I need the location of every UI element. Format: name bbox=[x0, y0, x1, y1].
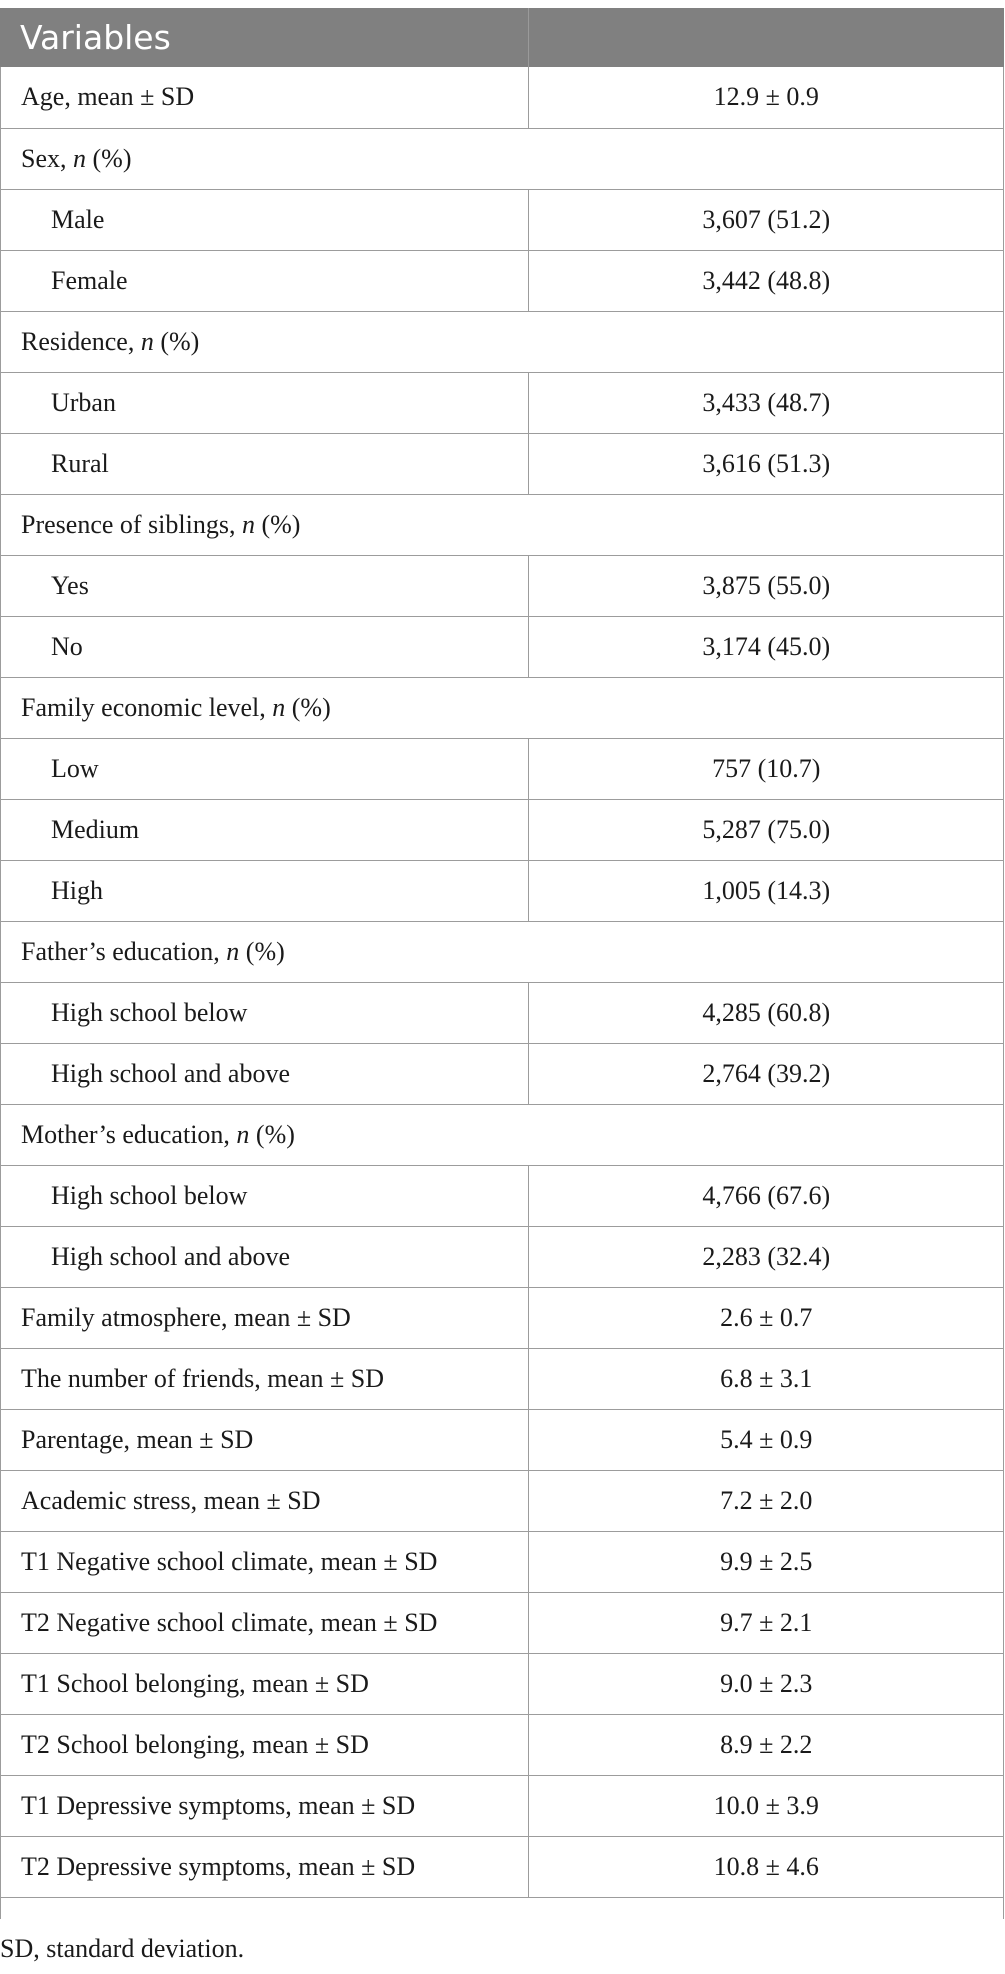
row-label: High school below bbox=[51, 1180, 248, 1210]
row-label: Low bbox=[51, 753, 99, 783]
table-row bbox=[0, 1653, 1004, 1714]
row-label: Yes bbox=[51, 570, 89, 600]
table-row bbox=[0, 372, 1004, 433]
row-label-part: n bbox=[236, 1119, 250, 1149]
row-value: 2,764 (39.2) bbox=[528, 1043, 1004, 1104]
table-row bbox=[0, 982, 1004, 1043]
table-row bbox=[0, 616, 1004, 677]
row-label: T2 Negative school climate, mean ± SD bbox=[21, 1607, 438, 1637]
table-row bbox=[0, 860, 1004, 921]
row-label: Academic stress, mean ± SD bbox=[21, 1485, 321, 1515]
table-row bbox=[0, 1348, 1004, 1409]
row-label: High school and above bbox=[51, 1058, 291, 1088]
table-row bbox=[0, 250, 1004, 311]
row-value: 3,174 (45.0) bbox=[528, 616, 1004, 677]
row-label-part: n bbox=[272, 692, 286, 722]
table-header-row bbox=[0, 8, 1004, 67]
row-label-part: Presence of siblings, bbox=[21, 509, 242, 539]
row-value: 7.2 ± 2.0 bbox=[528, 1470, 1004, 1531]
row-value: 4,766 (67.6) bbox=[528, 1165, 1004, 1226]
table-row bbox=[0, 921, 1004, 982]
table-row bbox=[0, 1287, 1004, 1348]
row-label: Male bbox=[51, 204, 105, 234]
table-row bbox=[0, 1531, 1004, 1592]
row-label: Medium bbox=[51, 814, 140, 844]
row-value: 9.0 ± 2.3 bbox=[528, 1653, 1004, 1714]
row-value: 3,442 (48.8) bbox=[528, 250, 1004, 311]
row-label-part: (%) bbox=[254, 509, 301, 539]
row-label-part: Residence, bbox=[21, 326, 141, 356]
row-label: No bbox=[51, 631, 83, 661]
row-label-part: n bbox=[73, 143, 86, 173]
row-label: Family atmosphere, mean ± SD bbox=[21, 1302, 351, 1332]
row-label-part: n bbox=[241, 509, 255, 539]
table-row bbox=[0, 1836, 1004, 1897]
table-row bbox=[0, 311, 1004, 372]
row-label-part: Father’s education, bbox=[21, 936, 227, 966]
table-row bbox=[0, 555, 1004, 616]
table-row bbox=[0, 1592, 1004, 1653]
row-label bbox=[0, 494, 1004, 555]
row-value: 9.7 ± 2.1 bbox=[528, 1592, 1004, 1653]
row-label-part: (%) bbox=[239, 936, 285, 966]
table-row bbox=[0, 738, 1004, 799]
row-label: Urban bbox=[51, 387, 116, 417]
row-label bbox=[0, 311, 1004, 372]
table-row bbox=[0, 1714, 1004, 1775]
row-value: 5,287 (75.0) bbox=[528, 799, 1004, 860]
row-label: Female bbox=[51, 265, 128, 295]
row-label-part: Family economic level, bbox=[21, 692, 273, 722]
table-row bbox=[0, 1226, 1004, 1287]
row-label bbox=[0, 1104, 1004, 1165]
row-value: 3,433 (48.7) bbox=[528, 372, 1004, 433]
row-label-part: n bbox=[226, 936, 240, 966]
table-body bbox=[0, 67, 1004, 1897]
row-label-part: (%) bbox=[153, 326, 200, 356]
row-value: 3,875 (55.0) bbox=[528, 555, 1004, 616]
table-row bbox=[0, 1775, 1004, 1836]
row-label: Parentage, mean ± SD bbox=[21, 1424, 254, 1454]
table-row bbox=[0, 67, 1004, 128]
characteristics-table-container bbox=[0, 8, 1004, 1898]
row-label: T2 School belonging, mean ± SD bbox=[21, 1729, 369, 1759]
table-row bbox=[0, 1104, 1004, 1165]
row-label: High school below bbox=[51, 997, 248, 1027]
row-label: High bbox=[51, 875, 103, 905]
row-label-part: n bbox=[140, 326, 154, 356]
row-label: Age, mean ± SD bbox=[21, 82, 195, 112]
table-row bbox=[0, 1470, 1004, 1531]
header-value bbox=[528, 8, 1004, 67]
table-row bbox=[0, 128, 1004, 189]
table-row bbox=[0, 1409, 1004, 1470]
row-value: 3,616 (51.3) bbox=[528, 433, 1004, 494]
row-label: T1 Depressive symptoms, mean ± SD bbox=[21, 1790, 416, 1820]
table-footnote: SD, standard deviation. bbox=[0, 1934, 245, 1963]
table-row bbox=[0, 1043, 1004, 1104]
row-value: 9.9 ± 2.5 bbox=[528, 1531, 1004, 1592]
row-label: Rural bbox=[51, 448, 109, 478]
row-label-part: Mother’s education, bbox=[21, 1119, 237, 1149]
characteristics-table bbox=[0, 8, 1004, 1898]
table-row bbox=[0, 799, 1004, 860]
table-row bbox=[0, 189, 1004, 250]
row-value: 1,005 (14.3) bbox=[528, 860, 1004, 921]
row-label-part: (%) bbox=[249, 1119, 295, 1149]
row-value: 757 (10.7) bbox=[528, 738, 1004, 799]
row-label: The number of friends, mean ± SD bbox=[21, 1363, 385, 1393]
row-value: 10.8 ± 4.6 bbox=[528, 1836, 1004, 1897]
row-value: 4,285 (60.8) bbox=[528, 982, 1004, 1043]
row-value: 6.8 ± 3.1 bbox=[528, 1348, 1004, 1409]
row-value: 2.6 ± 0.7 bbox=[528, 1287, 1004, 1348]
row-label-part: (%) bbox=[86, 143, 132, 173]
table-header bbox=[0, 8, 1004, 67]
table-row bbox=[0, 433, 1004, 494]
row-value: 12.9 ± 0.9 bbox=[528, 67, 1004, 128]
table-row bbox=[0, 677, 1004, 738]
row-label bbox=[0, 921, 1004, 982]
row-value: 3,607 (51.2) bbox=[528, 189, 1004, 250]
table-row bbox=[0, 494, 1004, 555]
row-value: 2,283 (32.4) bbox=[528, 1226, 1004, 1287]
row-label-part: Sex, bbox=[21, 143, 73, 173]
row-label: T1 School belonging, mean ± SD bbox=[21, 1668, 369, 1698]
row-label bbox=[0, 128, 1004, 189]
row-label: T2 Depressive symptoms, mean ± SD bbox=[21, 1851, 416, 1881]
row-value: 10.0 ± 3.9 bbox=[528, 1775, 1004, 1836]
row-label bbox=[0, 677, 1004, 738]
row-value: 8.9 ± 2.2 bbox=[528, 1714, 1004, 1775]
row-value: 5.4 ± 0.9 bbox=[528, 1409, 1004, 1470]
row-label-part: (%) bbox=[285, 692, 331, 722]
header-variables: Variables bbox=[0, 8, 528, 67]
row-label: High school and above bbox=[51, 1241, 291, 1271]
row-label: T1 Negative school climate, mean ± SD bbox=[21, 1546, 438, 1576]
table-row bbox=[0, 1165, 1004, 1226]
